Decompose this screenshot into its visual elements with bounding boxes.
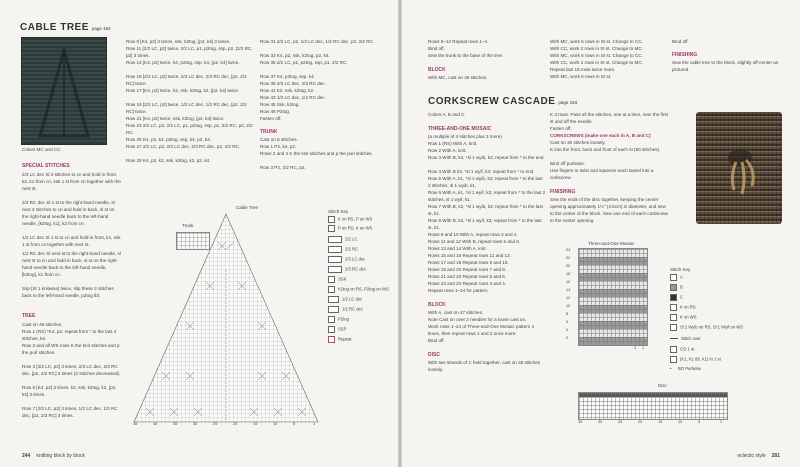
tree-col3-7: Row 45 Ssk, k2tog. [260,102,300,107]
cable-tree-chart-title: Cable Tree [236,205,259,210]
mosaic-line: Row 7 With B, k2, *sl 1 wyib, k3; repeat from * to the last st, k1. [428,204,543,216]
block2-line: Note Cast on over 2 needles for a loose cast on. [428,317,527,322]
x-tick: 15 [658,420,663,424]
key-swatch [328,216,335,223]
mosaic-line: Rows 19 and 20 Repeat rows 7 and 8. [428,267,507,272]
key-item: SSK [328,276,346,283]
key-item: Repeat [328,336,352,343]
left-footer [22,453,85,459]
y-tick: 16 [566,280,571,284]
key-swatch [328,336,335,343]
tree-col2-3: Row 15 [2/2 LC, p2] twice, 2/3 LC dec, 2/3 RC dec, [p2, 2/2 RC] twice. [126,74,247,86]
mosaic-heading: THREE-AND-ONE MOSAIC [428,126,492,132]
corkscrew-line: K into the front, back and front of each st (90 stitches). [550,147,661,152]
mosaic-line: (a multiple of 4 stitches plus 3 more) [428,134,502,139]
mosaic-line: Row 8 With B, k2, *sl 1 wyif, k3; repeat from * to the last st, k1. [428,218,542,230]
key-item: K on RS, P on WS [328,216,372,223]
key-swatch [670,304,677,311]
key-item: B [670,284,683,291]
cable-tree-chart [126,210,326,432]
trunk-cont-1: Bind off. [428,46,445,51]
key-swatch [328,286,335,293]
trunk-cont-0: Rows 5–12 Repeat rows 1–4. [428,39,489,44]
key-swatch [328,326,335,333]
tree-col2-0: Row 9 [K4, p2] 3 times, ssk, k2tog, [p2, k4] 3 times. [126,39,231,44]
key-item: (K1, K1 tbl, K1) in 1 st [670,356,721,363]
trunk-row-1: Row 1 P2, k4, p2. [260,144,297,149]
tree-col2-8: Row 25 K4, p2, k4, p2tog, ssp, k4, p2, k4. [126,137,212,142]
page-ref: page 184 [558,100,578,105]
tree-row-0: Cast on 46 stitches. [22,322,63,327]
mosaic-line: Row 4 With B k3, *sl 1 wyif, k3; repeat from * to end. [428,169,535,174]
y-tick: 22 [566,256,571,260]
x-tick: 5 [293,422,296,426]
tree-col3-8: Row 46 P2tog. [260,109,291,114]
key-swatch [328,225,335,232]
tree-col2-4: Row 17 [K4, p2] twice, k2, ssk, k2tog, k2, [p2, k4] twice. [126,88,240,93]
mosaic-line: Rows 11 and 12 With B, repeat rows 5 and 6. [428,239,521,244]
stitch-over-label: Stitch over [670,336,701,341]
special-stitch-3: 1/2 LC dec Sl 1 st to cn and hold in front, k1, ssk 1 st from cn together with next st. [22,235,121,247]
key-item: 2/2 LC [328,236,357,243]
key-swatch [670,356,677,363]
key-item: P2tog [328,316,349,323]
key-swatch [670,346,677,353]
key-item: 1/2 LC dec [328,296,362,303]
x-tick: 1 [313,422,316,426]
finishing-text: Sew the cable tree to the block, slightly off-center as pictured. [672,60,779,72]
tree-col3-3: Row 37 K4, p2tog, ssp, k4. [260,74,315,79]
special-stitch-2: 2/3 RC dec Sl 1 st to the right-hand needle, sl next 2 stitches to cn and hold in back, sl st on the right-hand needle back to the left-hand needle, [k2tog, k1], k2 from cn. [22,200,115,226]
trunk-row-0: Cast on 8 stitches. [260,137,298,142]
mosaic-line: Repeat rows 1–24 for pattern. [428,288,489,293]
tree-row-1: Row 1 (RS) *K4, p2; repeat from * to the last 4 stitches, k4. [22,329,117,341]
finishing2-text: Sew the ends of the disc together, keeping the center opening approximately 1½" (4.5cm) in diameter, and sew to the center of the block. Sew one end of each corkscrew to the center opening. [550,197,668,223]
key-swatch [328,266,342,273]
mosaic-chart-title: Three-and-One Mosaic [588,241,635,246]
key-item: Sl 1 Wyib on RS, Sl 1 Wyif on WS [670,324,743,331]
colors-caption: Colors MC and CC [22,147,61,152]
trunk-row-3: Row 3 P2, 2/2 RC, p2. [260,165,306,170]
y-tick: 2 [566,336,569,340]
x-tick: 10 [273,422,278,426]
right-footer [737,453,786,459]
tree-col2-1: Row 11 [2/2 LC, p2] twice, 2/2 LC, p1, p2tog, ssp, p2, [2/2 RC, p2] 3 times. [126,46,253,58]
block-row: With MC, work 6 rows in St st. Change to CC. [550,39,643,44]
y-tick: 10 [566,304,571,308]
tree-col2-5: Row 19 [2/2 LC, p2] twice, 1/2 LC dec, 1/2 RC dec, [p2, 2/2 RC] twice. [126,102,247,114]
mosaic-line: Row 3 With B, k3, *sl 1 wyib, k3; repeat from * to the end. [428,155,545,160]
x-tick: 1 [720,420,723,424]
y-tick: 4 [566,328,569,332]
x-tick: 40 [153,422,158,426]
corkscrew-line: Cast on 30 stitches loosely. [550,140,606,145]
page-number: 281 [771,453,780,459]
mosaic-line: Row 1 (RS) With A, knit. [428,141,478,146]
block2-line: With A, cast on 47 stitches. [428,310,484,315]
tree-col3-0: Row 31 2/2 LC, p2, 1/2 LC dec, 1/2 RC dec, p2, 2/2 RC. [260,39,375,44]
key-item: K on RS [670,304,696,311]
stitch-key-title: Stitch Key [328,209,349,214]
special-stitch-1: 2/3 LC dec Sl 2 stitches to cn and hold in front, k2, k1 from cn, ssk 1 st from cn together with the next st. [22,172,121,191]
x-tick: 10 [678,420,683,424]
disc-text: With two strands of C held together, cast on 35 stitches loosely. [428,360,541,372]
trunk-chart-label: Trunk [182,223,194,228]
tree-cable-shape [22,38,106,144]
colors-caption: Colors A, B and C [428,112,465,117]
mosaic-line: Rows 15 and 16 Repeat rows 11 and 12. [428,253,511,258]
block-row: With CC, work 2 rows in St st. Change to MC. [550,46,643,51]
trunk-heading: TRUNK [260,129,278,135]
tree-col2-6: Row 21 [K4, p2] twice, ssk, k2tog, [p2, k4] twice. [126,116,225,121]
tree-col3-9: Fasten off. [260,116,282,121]
corkscrew-swatch-photo [696,112,782,224]
key-item: SSP [328,326,346,333]
key-item: A [670,274,683,281]
key-item: K2tog on RS, P2tog on WS [328,286,389,293]
tree-col2-9: Row 27 2/2 LC, p2, 2/3 LC dec, 2/3 RC dec, p2, 2/2 RC. [126,144,241,149]
key-item: P on RS, K on WS [328,225,372,232]
pattern-title: CABLE TREE page 184 [20,22,111,33]
book-title: knitting block by block [36,453,85,459]
key-swatch [328,276,335,283]
corkscrew-line: Bind off purlwise. [550,161,585,166]
key-swatch [328,296,339,303]
tree-col2-10: Row 29 K4, p2, k2, ssk, k2tog, k2, p2, k4. [126,158,211,163]
key-swatch: • [670,366,672,372]
key-swatch [670,294,677,301]
key-swatch [328,256,342,263]
corkscrew-line: Use fingers to twist and squeeze each tassel into a corkscrew. [550,168,654,180]
mosaic-line: Row 2 With A, knit. [428,148,467,153]
x-tick: 45 [133,422,138,426]
y-tick: 20 [566,264,571,268]
pattern-title: CORKSCREW CASCADE page 184 [428,96,578,107]
mosaic-chart [578,248,648,346]
section-title: eclectic style [737,453,766,459]
block2-line: Work rows 1–24 of Three-and-One Mosaic pattern 4 times, then repeat rows 1 and 2 once more. [428,324,535,336]
disc-heading: DISC [428,352,440,358]
mosaic-y-axis [566,248,576,344]
x-tick: 35 [578,420,583,424]
key-swatch [328,316,335,323]
key-item: C [670,294,683,301]
block-row: With MC, work 6 rows in St st. [550,74,612,79]
mosaic-line: Rows 13 and 14 With A, knit. [428,246,487,251]
y-tick: 12 [566,296,571,300]
disc-cont: K 3 rows. Pass all the stitches, one at a time, over the first st and off the needle. [550,112,668,124]
tree-col3-6: Row 43 1/2 LC dec, 1/2 RC dec. [260,95,326,100]
block2-heading: BLOCK [428,302,446,308]
corkscrew-tassels [696,112,782,224]
key-item: 2/2 RC [328,246,358,253]
tree-col3-4: Row 39 2/3 LC dec, 2/3 RC dec. [260,81,326,86]
x-tick: 35 [173,422,178,426]
key-item: 2/3 RC dec [328,266,366,273]
mosaic-line: Row 6 With A, k1, *sl 1 wyif, k3; repeat from * to the last 2 stitches, sl 1 wyif, k1. [428,190,546,202]
key-swatch [328,306,339,313]
tree-heading: TREE [22,313,36,319]
finishing2-heading: FINISHING [550,189,576,195]
key-swatch [670,284,677,291]
corkscrews-heading: CORKSCREWS (make one each in A, B and C) [550,133,651,138]
block-heading: BLOCK [428,67,446,73]
tree-row-2: Row 2 and all WS rows K the knit stitches and p the purl stitches. [22,343,120,355]
disc-chart [578,392,728,420]
key-swatch [670,314,677,321]
key-item: K on WS [670,314,697,321]
block-row: Repeat last 18 rows twice more. [550,67,616,72]
y-tick: 14 [566,288,571,292]
special-stitch-4: 1/2 RC dec Sl next st to the right-hand needle, sl next st to cn and hold in back, sl st on the right-hand needle back to the left-hand needle, [k2tog], k1 from cn. [22,251,121,277]
block2-line: Bind off. [428,338,445,343]
mosaic-line: Rows 21 and 22 Repeat rows 5 and 6. [428,274,507,279]
cable-tree-swatch-photo [22,38,106,144]
key-item: 2/3 LC dec [328,256,365,263]
stitch-key-title: Stitch Key [670,267,691,272]
tree-col2-7: Row 23 2/2 LC, p2, 2/2 LC, p1, p2tog, ssp, p1, 2/2 RC, p2, 2/2 RC. [126,123,253,135]
y-tick: 18 [566,272,571,276]
key-item: CO 1 st [670,346,694,353]
x-tick: 1 [642,346,645,350]
disc-x-axis [578,420,728,428]
mosaic-line: Rows 17 and 18 Repeat rows 9 and 10. [428,260,509,265]
cable-tree-x-axis [133,422,323,430]
x-tick: 25 [213,422,218,426]
x-tick: 15 [253,422,258,426]
key-swatch [670,324,677,331]
tree-row-3: Row 3 [2/2 LC, p2] 3 times, 2/3 LC dec, 2/3 RC dec, [p2, 2/2 RC] 3 times (2 stitches decreased). [22,364,121,376]
mosaic-line: Rows 23 and 24 Repeat rows 3 and 4. [428,281,507,286]
key-item: 1/2 RC dec [328,306,363,313]
tree-col3-5: Row 41 K2, ssk, k2tog, k2. [260,88,315,93]
key-swatch [670,274,677,281]
tree-col2-2: Row 13 [K4, p2] twice, k4, p2tog, ssp, k4, [p2, k4] twice. [126,60,240,65]
y-tick: 24 [566,248,571,252]
special-stitch-5: Ssp [Sl 1 knitwise] twice, slip these 2 stitches back to the left-hand needle, p2tog tbl. [22,286,114,298]
x-tick: 25 [618,420,623,424]
tree-row-4: Row 5 [K4, p2] 3 times, k2, ssk, k2tog, k2, [p2, k4] 3 times. [22,385,117,397]
key-swatch [328,236,342,243]
key-swatch [328,246,342,253]
disc-chart-title: Disc [658,383,667,388]
block-row: With MC, work 6 rows in St st. Change to CC. [550,53,643,58]
page-number: 244 [22,453,31,459]
mosaic-line: Row 5 With A, k1, *sl 1 wyib, k3; repeat from * to the last 2 stitches, sl 1 wyib, k1. [428,176,543,188]
y-tick: 6 [566,320,569,324]
finishing-heading: FINISHING [672,52,698,58]
tree-col3-2: Row 35 2/2 LC, p1, p2tog, ssp, p1, 2/2 RC. [260,60,348,65]
bind-off-text: Bind off. [672,39,689,44]
special-stitches-heading: SPECIAL STITCHES [22,163,70,169]
x-tick: 20 [233,422,238,426]
key-item: • BO Purlwise [670,366,702,372]
block-text: With MC, cast on 45 stitches. [428,75,488,80]
left-page [0,0,398,467]
right-page [402,0,800,467]
trunk-row-2: Rows 2 and 4 K the knit stitches and p the purl stitches. [260,151,373,156]
page-ref: page 184 [91,26,111,31]
tree-row-5: Row 7 [2/2 LC, p2] 3 times, 1/2 LC dec, 1/2 RC dec, [p2, 2/2 RC] 3 times. [22,406,118,418]
x-tick: 20 [638,420,643,424]
block-row: With CC, work 2 rows in St st. Change to MC. [550,60,643,65]
x-tick: 30 [598,420,603,424]
y-tick: 8 [566,312,569,316]
mosaic-line: Rows 9 and 10 With A, repeat rows 3 and 4. [428,232,518,237]
x-tick: 30 [193,422,198,426]
trunk-cont-2: Sew the trunk to the base of the tree. [428,53,504,58]
tree-col3-1: Row 33 K4, p2, ssk, k2tog, p2, k4. [260,53,330,58]
disc-cont: Fasten off. [550,126,572,131]
x-tick: 3 [634,346,637,350]
x-tick: 5 [698,420,701,424]
